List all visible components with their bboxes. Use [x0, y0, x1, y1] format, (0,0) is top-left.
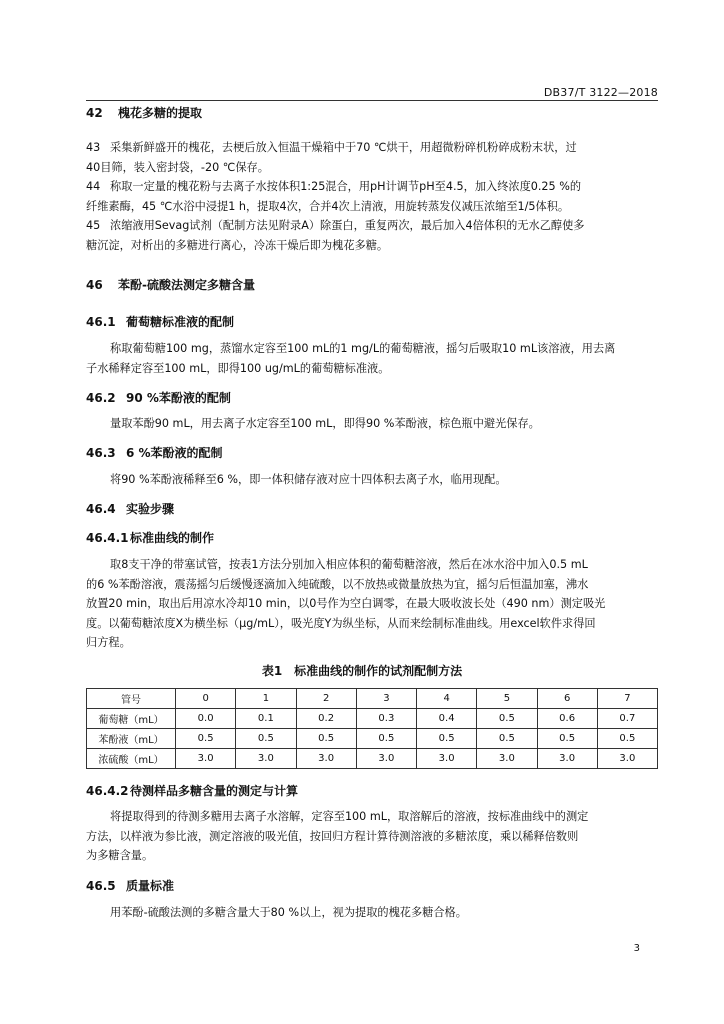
section-46-3-heading: [86, 444, 223, 461]
table-cell: 7: [597, 689, 657, 709]
section-46-4-heading: [86, 500, 174, 517]
section-title: 质量标准: [126, 879, 175, 893]
table-cell: 0.5: [597, 729, 657, 749]
table-cell: 3.0: [176, 749, 236, 769]
table-cell: 3.0: [537, 749, 597, 769]
table-cell: 3.0: [356, 749, 416, 769]
section-number: 46: [86, 278, 103, 292]
table-cell: 0.5: [176, 729, 236, 749]
table-cell: 5: [477, 689, 537, 709]
section-title: 葡萄糖标准液的配制: [126, 315, 235, 329]
table-cell: 3.0: [597, 749, 657, 769]
table-cell: 0.5: [417, 729, 477, 749]
table-cell: 0.3: [356, 709, 416, 729]
section-number: 46.4.2: [86, 784, 129, 798]
section-number: 46.5: [86, 879, 116, 893]
table-cell: 0.1: [236, 709, 296, 729]
paragraph-45: [86, 216, 658, 255]
table-row: [87, 729, 658, 749]
table-cell: 3.0: [296, 749, 356, 769]
table-cell: 0.5: [236, 729, 296, 749]
section-42-heading: [86, 104, 202, 121]
table-cell: 0.5: [477, 729, 537, 749]
table-cell: 0.7: [597, 709, 657, 729]
table-cell: 6: [537, 689, 597, 709]
table-cell: 0.5: [296, 729, 356, 749]
table-cell: 3: [356, 689, 416, 709]
paragraph-46-4-1: 取8支干净的带塞试管，按表1方法分别加入相应体积的葡萄糖溶液，然后在冰水浴中加入0.5 mL 的6 %苯酚溶液，震荡摇匀后缓慢逐滴加入纯硫酸，以不放热或微量放热为宜，摇匀后恒温加塞，沸水 放置20 min，取出后用凉水冷却10 min，以0号作为空白调零，在最大吸收波长处（490 nm）测定吸光 度。以葡萄糖浓度X为横坐标（μg/mL），吸光度Y为纵坐标，从而来绘制标准曲线。用excel软件求得回 归方程。: [86, 558, 606, 649]
section-46-4-1-heading: [86, 529, 214, 546]
paragraph-text: 称取一定量的槐花粉与去离子水按体积1:25混合，用pH计调节pH至4.5，加入终浓度0.25 %的 纤维素酶，45 ℃水浴中浸提1 h，提取4次，合并4次上清液，用旋转蒸发仪减压浓缩至1/5体积。: [86, 180, 582, 213]
table-row: [87, 709, 658, 729]
section-46-4-2-heading: [86, 782, 298, 799]
section-title: 90 %苯酚液的配制: [126, 391, 231, 405]
table-cell: 0.0: [176, 709, 236, 729]
table-cell: 3.0: [236, 749, 296, 769]
section-number: 46.4.1: [86, 531, 129, 545]
table-cell: 0: [176, 689, 236, 709]
table-cell: 0.6: [537, 709, 597, 729]
section-title: 标准曲线的制作: [130, 531, 215, 545]
section-46-5-heading: [86, 877, 174, 894]
document-code: DB37/T 3122—2018: [543, 86, 658, 99]
table-cell: 3.0: [417, 749, 477, 769]
section-number: 46.4: [86, 502, 116, 516]
reagent-table: [86, 688, 658, 769]
table-cell: 2: [296, 689, 356, 709]
section-title: 待测样品多糖含量的测定与计算: [130, 784, 299, 798]
table-cell: 0.2: [296, 709, 356, 729]
table-cell: 葡萄糖（mL）: [87, 709, 176, 729]
paragraph-number: 44: [86, 180, 101, 193]
table-cell: 浓硫酸（mL）: [87, 749, 176, 769]
header-rule: [86, 100, 658, 101]
table-cell: 0.4: [417, 709, 477, 729]
section-46-1-heading: [86, 313, 234, 330]
section-46-2-heading: [86, 389, 231, 406]
section-title: 苯酚-硫酸法测定多糖含量: [118, 278, 255, 292]
section-number: 46.1: [86, 315, 116, 329]
section-number: 46.3: [86, 446, 116, 460]
paragraph-46-4-2: 将提取得到的待测多糖用去离子水溶解，定容至100 mL，取溶解后的溶液，按标准曲线中的测定 方法，以样液为参比液，测定溶液的吸光值，按回归方程计算待测溶液的多糖浓度，乘以稀释倍数则 为多糖含量。: [86, 810, 589, 862]
paragraph-text: 采集新鲜盛开的槐花，去梗后放入恒温干燥箱中于70 ℃烘干，用超微粉碎机粉碎成粉末状，过 40目筛，装入密封袋，-20 ℃保存。: [86, 141, 577, 174]
table-header-row: [87, 689, 658, 709]
table-cell: 4: [417, 689, 477, 709]
section-46-heading: [86, 276, 255, 293]
paragraph-43: [86, 138, 658, 177]
paragraph-46-2: 量取苯酚90 mL，用去离子水定容至100 mL，即得90 %苯酚液，棕色瓶中避光保存。: [110, 417, 540, 430]
section-title: 6 %苯酚液的配制: [126, 446, 223, 460]
table-cell: 3.0: [477, 749, 537, 769]
table-row: [87, 749, 658, 769]
paragraph-text: 浓缩液用Sevag试剂（配制方法见附录A）除蛋白，重复两次，最后加入4倍体积的无水乙醇使多 糖沉淀，对析出的多糖进行离心，冷冻干燥后即为槐花多糖。: [86, 219, 585, 252]
table-cell: 0.5: [537, 729, 597, 749]
section-number: 42: [86, 106, 103, 120]
page-number: 3: [633, 943, 640, 954]
paragraph-number: 45: [86, 219, 101, 232]
table-cell: 0.5: [356, 729, 416, 749]
paragraph-46-5: 用苯酚-硫酸法测的多糖含量大于80 %以上，视为提取的槐花多糖合格。: [110, 906, 467, 919]
table-cell: 0.5: [477, 709, 537, 729]
section-number: 46.2: [86, 391, 116, 405]
section-title: 实验步骤: [126, 502, 175, 516]
paragraph-number: 43: [86, 141, 101, 154]
paragraph-44: [86, 177, 658, 216]
paragraph-46-1: 称取葡萄糖100 mg，蒸馏水定容至100 mL的1 mg/L的葡萄糖液，摇匀后吸取10 mL该溶液，用去离 子水稀释定容至100 mL，即得100 ug/mL的葡萄糖标准液。: [86, 342, 616, 375]
table-cell: 管号: [87, 689, 176, 709]
section-title: 槐花多糖的提取: [118, 106, 203, 120]
paragraph-46-3: 将90 %苯酚液稀释至6 %，即一体积储存液对应十四体积去离子水，临用现配。: [110, 473, 507, 486]
table-cell: 1: [236, 689, 296, 709]
table-cell: 苯酚液（mL）: [87, 729, 176, 749]
table-caption: 表1 标准曲线的制作的试剂配制方法: [261, 664, 463, 678]
